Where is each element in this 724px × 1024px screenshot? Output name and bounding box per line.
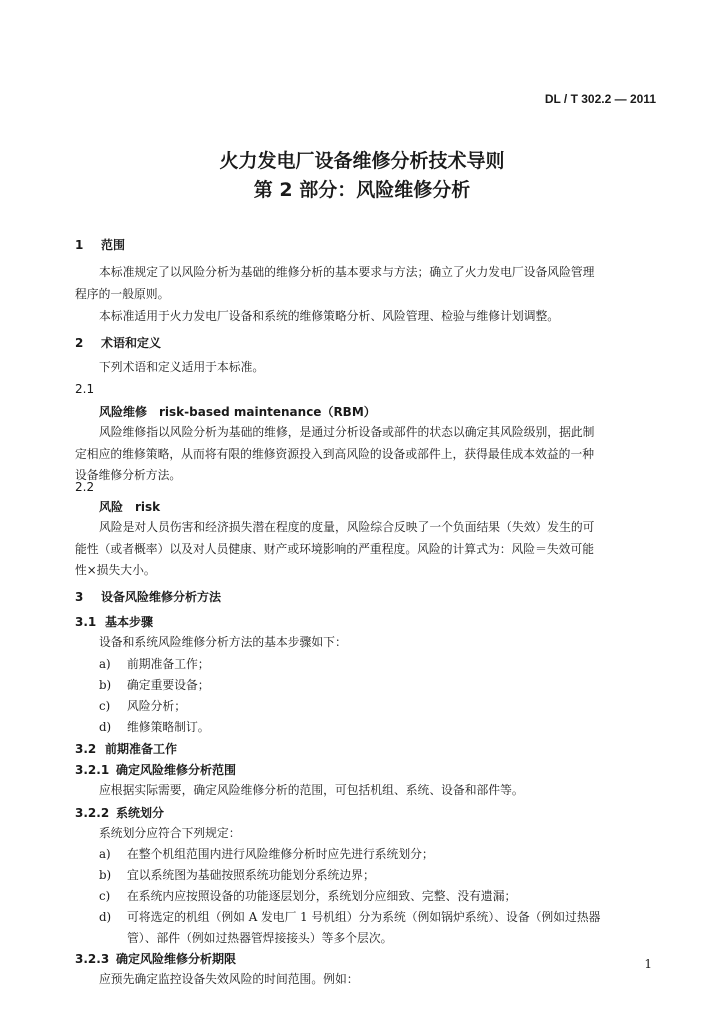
section-title: 设备风险维修分析方法 [101,590,222,604]
standard-code: DL / T 302.2 — 2011 [544,92,656,106]
s3-2-3-text: 应预先确定监控设备失效风险的时间范围。例如： [99,972,359,986]
section-3-2-heading [75,740,177,757]
section-3-2-3-heading [75,950,236,967]
list-text: 宜以系统图为基础按照系统功能划分系统边界； [127,868,375,882]
document-subtitle: 第 2 部分：风险维修分析 [253,179,471,201]
definition-2-1-number: 2.1 [75,382,95,396]
s3-1-item-c [99,698,186,714]
section-3-heading [75,588,221,605]
list-text: 风险分析； [127,699,186,713]
definition-2-1-line-2: 定相应的维修策略，从而将有限的维修资源投入到高风险的设备或部件上，获得最佳成本效益的一种 [75,447,595,461]
s3-1-item-a [99,656,210,672]
list-text: 可将选定的机组（例如 A 发电厂 1 号机组）分为系统（例如锅炉系统）、设备（例如过热器 [127,910,601,924]
s3-2-1-text: 应根据实际需要，确定风险维修分析的范围，可包括机组、系统、设备和部件等。 [99,783,524,797]
section-3-2-1-heading [75,761,236,778]
definition-2-2-line-3: 性×损失大小。 [75,563,156,577]
s3-1-item-d [99,719,210,735]
section-title: 确定风险维修分析范围 [116,763,237,777]
section-number: 1 [75,238,84,252]
document-title: 火力发电厂设备维修分析技术导则 [219,150,505,172]
section-title: 确定风险维修分析期限 [116,952,237,966]
list-label: a) [99,657,111,671]
section-title: 基本步骤 [105,615,154,629]
section-number: 2 [75,336,84,350]
list-label: b) [99,678,112,692]
s3-2-2-intro: 系统划分应符合下列规定： [99,826,241,840]
list-text: 确定重要设备； [127,678,210,692]
s3-2-2-item-b [99,867,375,883]
definition-2-2-line-1: 风险是对人员伤害和经济损失潜在程度的度量，风险综合反映了一个负面结果（失效）发生的可 [99,520,595,534]
section-1-heading [75,236,125,253]
definition-2-2-number: 2.2 [75,480,95,494]
s3-2-2-item-a [99,846,434,862]
s1-paragraph-2: 本标准适用于火力发电厂设备和系统的维修策略分析、风险管理、检验与维修计划调整。 [99,309,560,323]
page-number: 1 [644,957,652,971]
list-text: 维修策略制订。 [127,720,210,734]
definition-2-1-term: 风险维修 risk-based maintenance（RBM） [99,405,376,419]
definition-2-1-line-3: 设备维修分析方法。 [75,468,182,482]
s3-1-intro: 设备和系统风险维修分析方法的基本步骤如下： [99,635,347,649]
definition-2-1-line-1: 风险维修指以风险分析为基础的维修，是通过分析设备或部件的状态以确定其风险级别，据此制 [99,425,595,439]
section-3-2-2-heading [75,804,164,821]
section-number: 3.2.1 [75,763,110,777]
s1-paragraph-1-line-1: 本标准规定了以风险分析为基础的维修分析的基本要求与方法；确立了火力发电厂设备风险管理 [99,265,595,279]
list-label: c) [99,699,111,713]
list-label: a) [99,847,111,861]
s3-1-item-b [99,677,210,693]
section-number: 3.2.2 [75,806,110,820]
list-text: 前期准备工作； [127,657,210,671]
section-title: 前期准备工作 [105,742,178,756]
section-title: 术语和定义 [101,336,162,350]
list-label: b) [99,868,112,882]
s2-intro: 下列术语和定义适用于本标准。 [99,360,265,374]
s3-2-2-item-d [99,909,600,925]
section-number: 3.2.3 [75,952,110,966]
section-3-1-heading [75,613,153,630]
definition-2-2-term: 风险 risk [99,500,161,514]
s3-2-2-item-d-continuation: 管）、部件（例如过热器管焊接接头）等多个层次。 [127,931,393,945]
section-title: 系统划分 [116,806,165,820]
list-label: d) [99,910,112,924]
s1-paragraph-1-line-2: 程序的一般原则。 [75,287,170,301]
section-number: 3.2 [75,742,97,756]
list-text: 在系统内应按照设备的功能逐层划分，系统划分应细致、完整、没有遗漏； [127,889,517,903]
list-text: 在整个机组范围内进行风险维修分析时应先进行系统划分； [127,847,434,861]
definition-2-2-line-2: 能性（或者概率）以及对人员健康、财产或环境影响的严重程度。风险的计算式为：风险＝失效可能 [75,542,595,556]
section-title: 范围 [101,238,126,252]
list-label: d) [99,720,112,734]
list-label: c) [99,889,111,903]
section-2-heading [75,334,161,351]
s3-2-2-item-c [99,888,516,904]
section-number: 3.1 [75,615,97,629]
section-number: 3 [75,590,84,604]
